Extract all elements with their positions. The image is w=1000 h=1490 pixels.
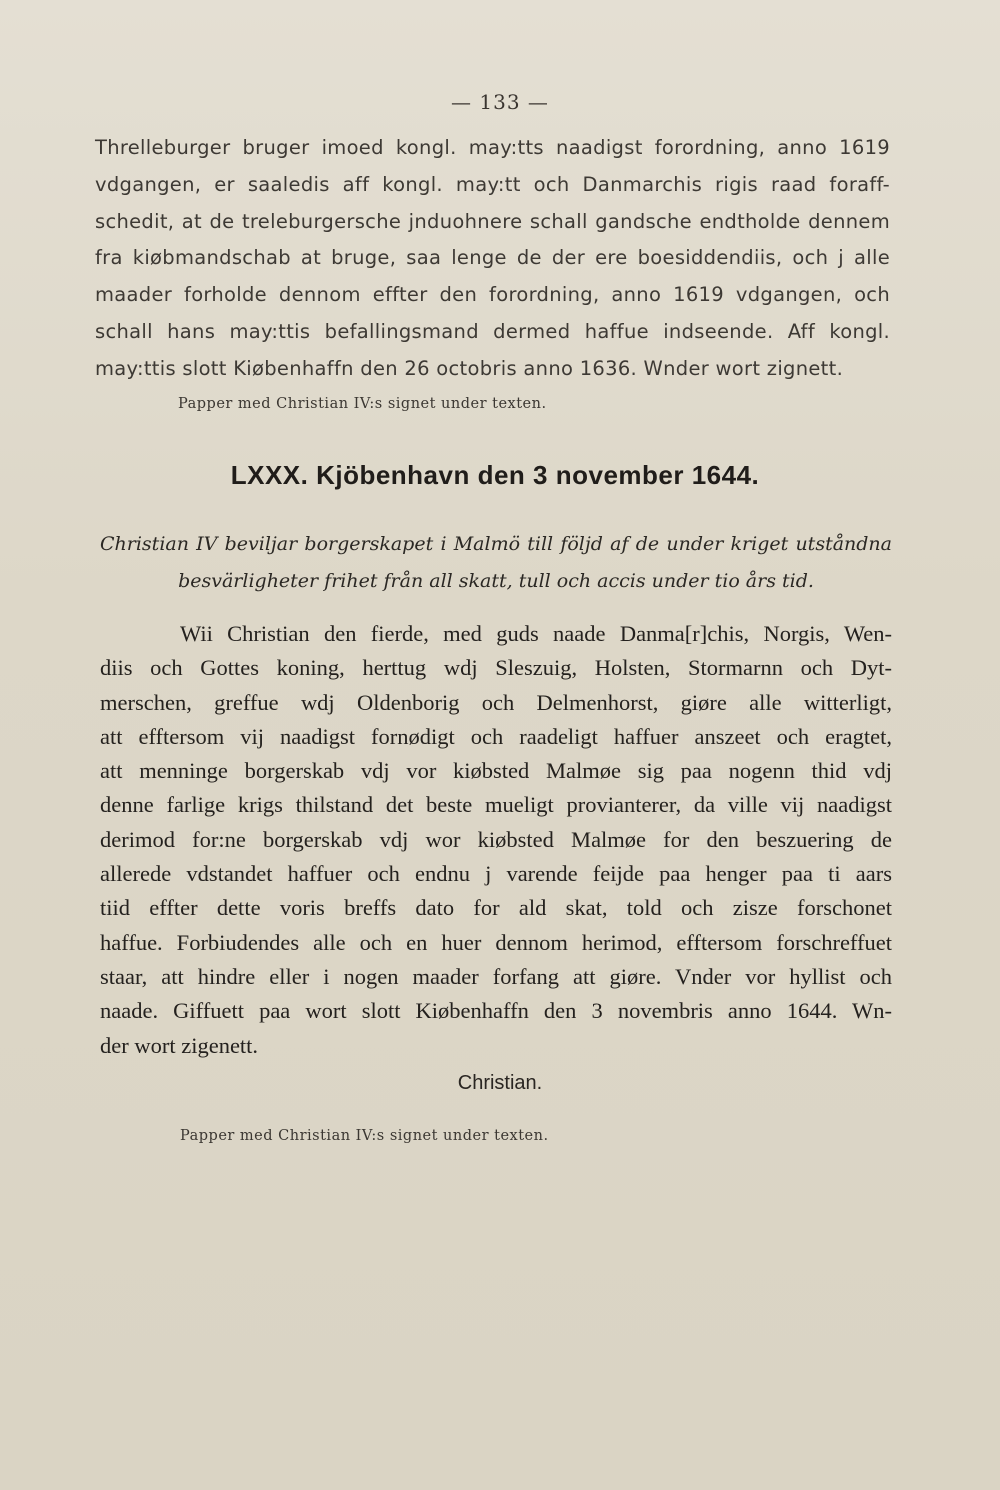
paragraph-line: att menninge borgerskab vdj vor kiøbsted Malmøe sig paa nogenn thid vdj <box>100 758 892 784</box>
section-heading: LXXX. Kjöbenhavn den 3 november 1644. <box>230 460 760 490</box>
paragraph-line: naade. Giffuett paa wort slott Kiøbenhaffn den 3 novembris anno 1644. Wn- <box>100 998 892 1024</box>
summary-line: Christian IV beviljar borgerskapet i Malmö till följd af de under kriget utståndna <box>100 533 892 555</box>
paragraph-line: vdgangen, er saaledis aff kongl. may:tt och Danmarchis rigis raad foraff- <box>95 172 890 196</box>
paragraph-line: fra kiøbmandschab at bruge, saa lenge de der ere boesiddendiis, och j alle <box>95 246 890 270</box>
paragraph-line: tiid effter dette voris breffs dato for ald skat, told och zisze forschonet <box>100 895 892 921</box>
paragraph-line: Wii Christian den fierde, med guds naade Danma[r]chis, Norgis, Wen- <box>180 621 892 646</box>
paragraph-line: derimod for:ne borgerskab vdj wor kiøbsted Malmøe for den beszuering de <box>100 826 892 852</box>
paragraph-line: Threlleburger bruger imoed kongl. may:tts naadigst forordning, anno 1619 <box>95 136 890 159</box>
paragraph-line: merschen, greffue wdj Oldenborig och Delmenhorst, giøre alle witterligt, <box>100 689 892 715</box>
summary-line: besvärligheter frihet från all skatt, tull och accis under tio års tid. <box>178 570 814 592</box>
section-summary <box>100 526 892 600</box>
paragraph-2 <box>100 617 892 1063</box>
page-number: — 133 — <box>451 90 549 114</box>
paragraph-line: staar, att hindre eller i nogen maader forfang att giøre. Vnder vor hyllist och <box>100 963 892 989</box>
signature-text: Christian. <box>457 1072 543 1094</box>
signature <box>0 1072 1000 1095</box>
paragraph-line: schall hans may:ttis befallingsmand dermed haffue indseende. Aff kongl. <box>95 319 890 343</box>
paragraph-line: haffue. Forbiudendes alle och en huer dennom herimod, efftersom forschreffuet <box>100 929 892 955</box>
paragraph-line: may:ttis slott Kiøbenhaffn den 26 octobris anno 1636. Wnder wort zignett. <box>95 356 844 380</box>
paragraph-1 <box>95 130 890 388</box>
paragraph-line: schedit, at de treleburgersche jnduohnere schall gandsche endtholde dennem <box>95 209 890 233</box>
source-note-2: Papper med Christian IV:s signet under texten. <box>180 1128 549 1144</box>
paragraph-line: denne farlige krigs thilstand det beste mueligt provianterer, da ville vij naadigst <box>100 792 892 818</box>
paragraph-line: der wort zigenett. <box>100 1032 259 1058</box>
paragraph-line: allerede vdstandet haffuer och endnu j varende feijde paa henger paa ti aars <box>100 861 892 887</box>
source-note-1: Papper med Christian IV:s signet under texten. <box>178 396 547 412</box>
paragraph-line: att efftersom vij naadigst fornødigt och raadeligt haffuer anszeet och eragtet, <box>100 723 892 749</box>
paragraph-line: diis och Gottes koning, herttug wdj Sleszuig, Holsten, Stormarnn och Dyt- <box>100 655 892 681</box>
paragraph-line: maader forholde dennom effter den forordning, anno 1619 vdgangen, och <box>95 283 890 307</box>
